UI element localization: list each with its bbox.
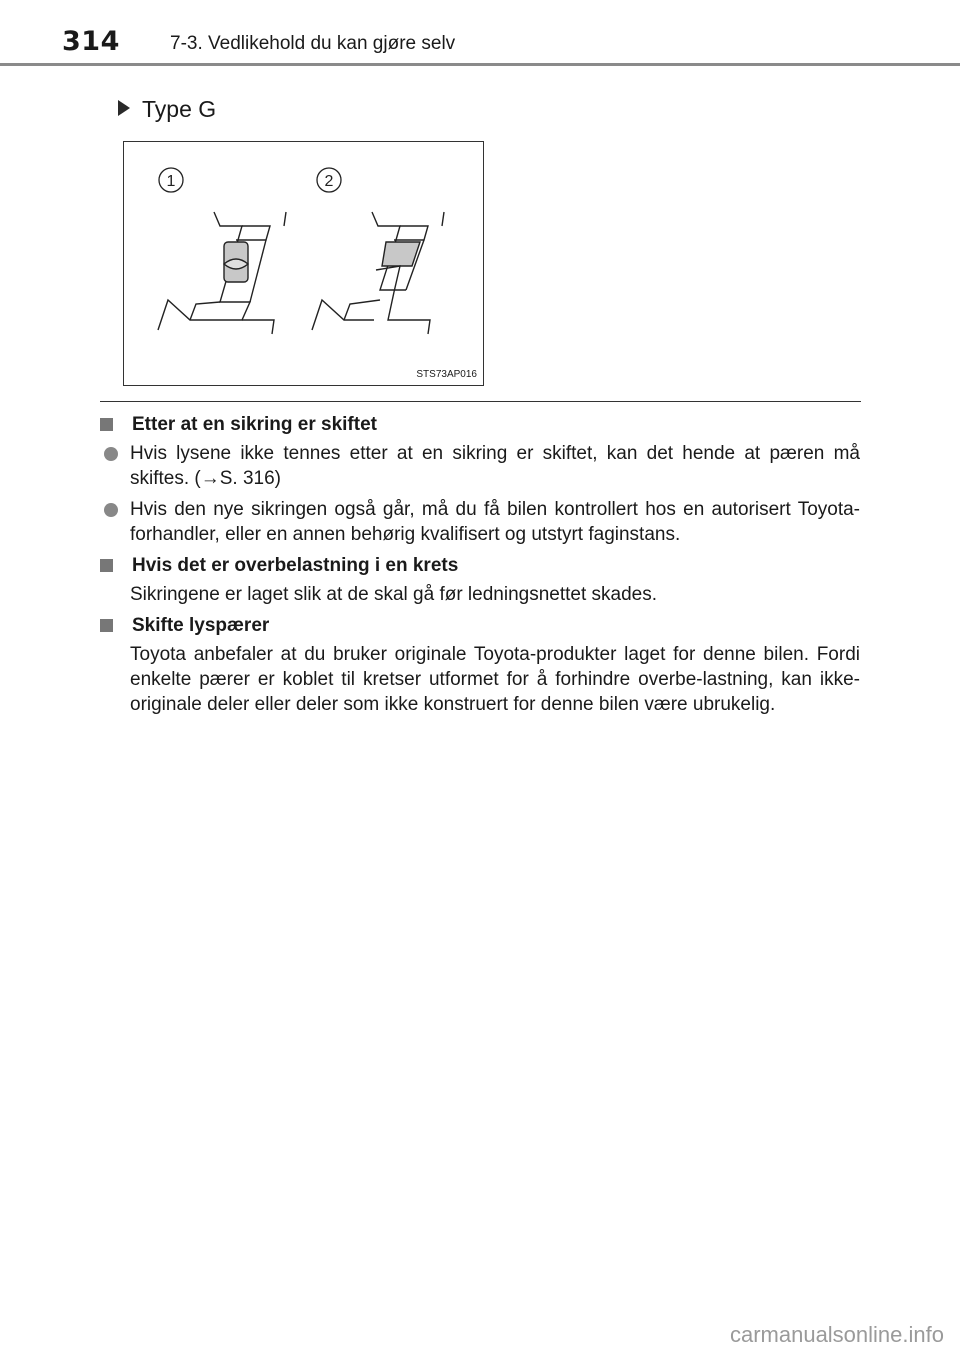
section-divider: [100, 401, 861, 402]
bullet-text: Hvis den nye sikringen også går, må du få bilen kontrollert hos en autorisert Toyota-forhandler, eller en annen behørig kvalifisert og utstyrt faginstans.: [130, 499, 860, 545]
figure-heading: [118, 96, 216, 123]
triangle-bullet-icon: [118, 100, 130, 116]
header-divider: [0, 63, 960, 66]
figure-code: STS73AP016: [416, 369, 477, 380]
figure-heading-text: Type G: [142, 96, 217, 122]
bullet-item: [100, 497, 860, 547]
page-number: 314: [62, 26, 120, 57]
section-heading-replace-bulbs: [100, 613, 860, 638]
notes-content: [100, 412, 860, 723]
fuse-diagram: [124, 142, 485, 387]
callout-2: [317, 168, 341, 192]
section-title: 7-3. Vedlikehold du kan gjøre selv: [170, 33, 456, 54]
good-fuse-icon: [158, 212, 286, 334]
watermark: carmanualsonline.info: [729, 1322, 944, 1347]
square-bullet-icon: [100, 418, 113, 431]
square-bullet-icon: [100, 559, 113, 572]
bullet-item: [100, 441, 860, 491]
callout-1: [159, 168, 183, 192]
callout-1-label: 1: [166, 173, 176, 190]
section-heading-text: Etter at en sikring er skiftet: [132, 414, 377, 435]
callout-2-label: 2: [324, 173, 334, 190]
square-bullet-icon: [100, 619, 113, 632]
section-heading-text: Hvis det er overbelastning i en krets: [132, 555, 459, 576]
paragraph: Sikringene er laget slik at de skal gå før ledningsnettet skades.: [130, 584, 658, 605]
round-bullet-icon: [104, 447, 118, 461]
section-heading-text: Skifte lyspærer: [132, 615, 270, 636]
bullet-text: Hvis lysene ikke tennes etter at en sikring er skiftet, kan det hende at pæren må skiftes. (→S. 316): [130, 443, 860, 489]
fuse-illustration: [123, 141, 484, 386]
section-heading-fuse-replaced: [100, 412, 860, 437]
paragraph: Toyota anbefaler at du bruker originale Toyota-produkter laget for denne bilen. Fordi enkelte pærer er koblet til kretser utformet for å forhindre overbe-lastning, kan ikke-originale deler eller deler som ikke konstruert for denne bilen være ubrukelig.: [130, 644, 860, 715]
blown-fuse-icon: [312, 212, 444, 334]
round-bullet-icon: [104, 503, 118, 517]
section-heading-circuit-overload: [100, 553, 860, 578]
page-header: [0, 0, 960, 66]
